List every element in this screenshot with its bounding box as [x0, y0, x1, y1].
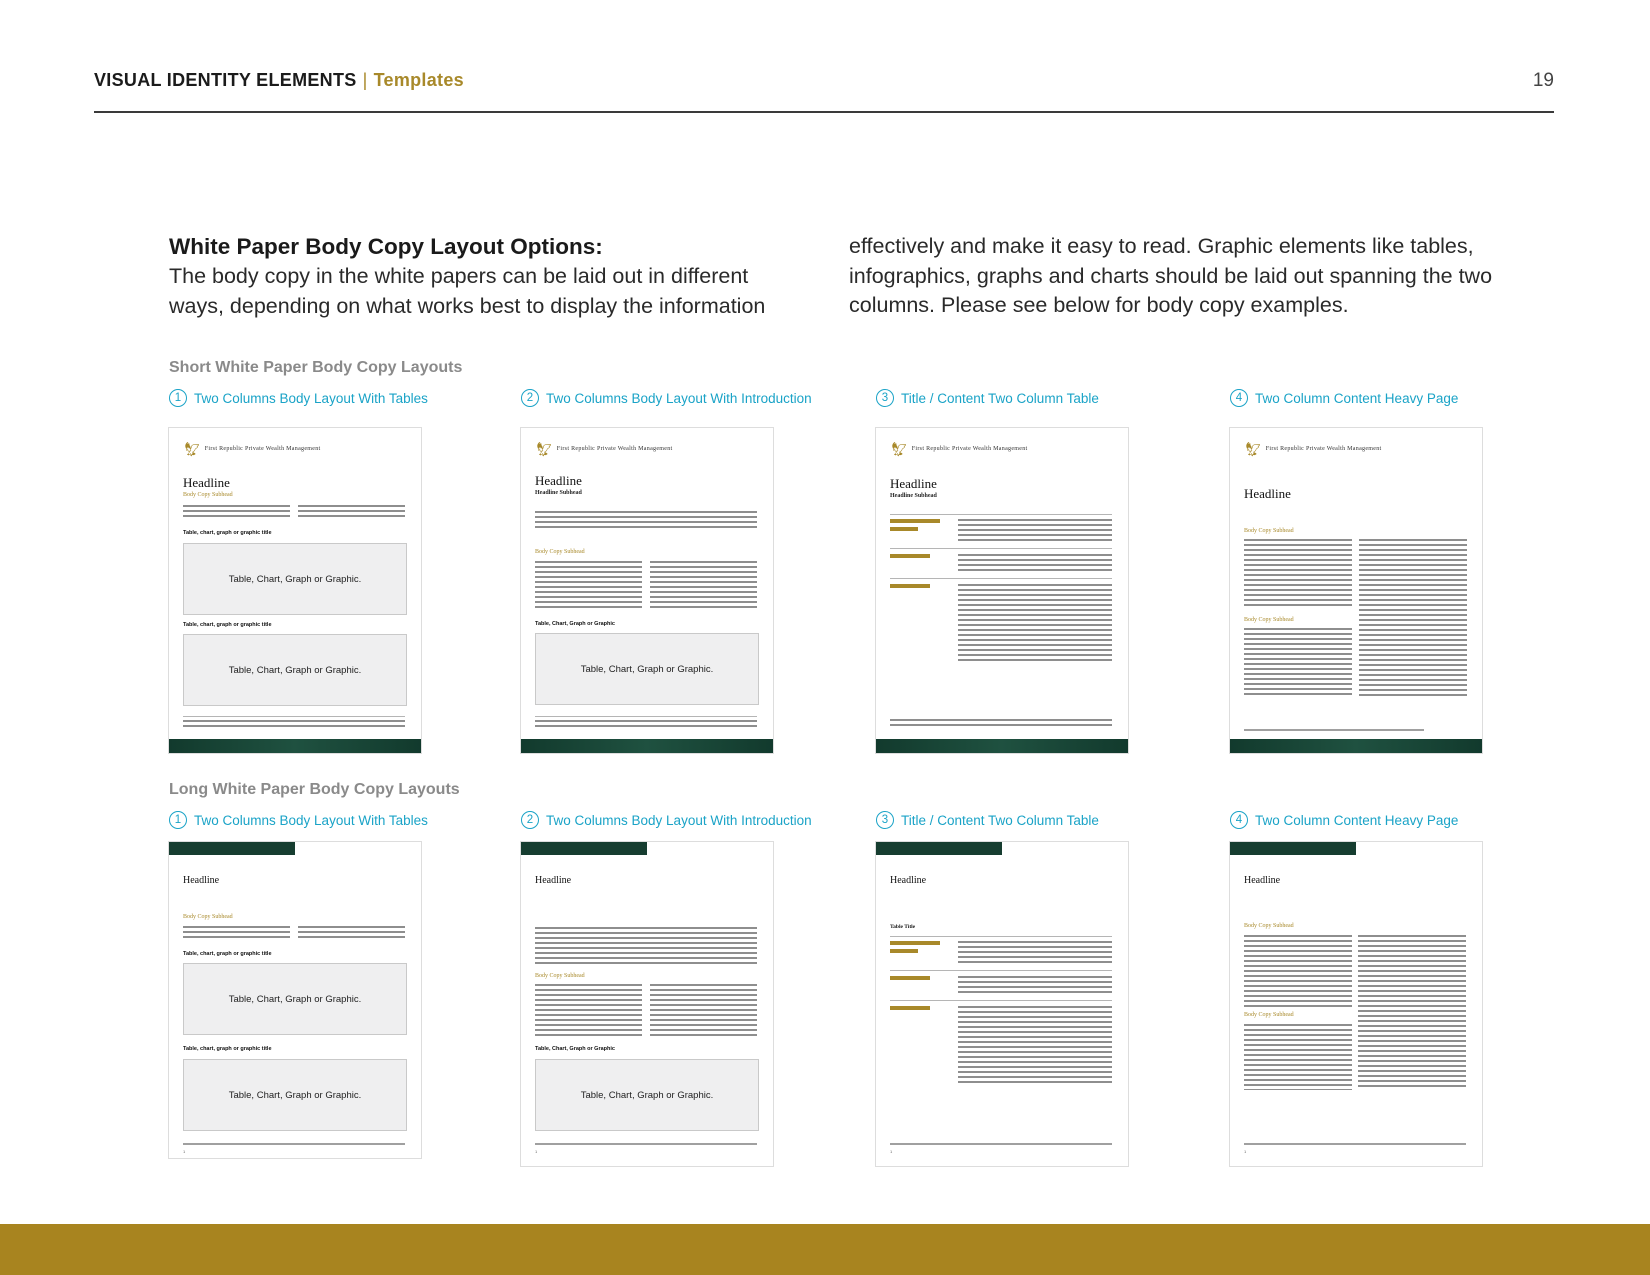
text-lines [535, 984, 642, 1036]
thumb-subhead: Headline Subhead [535, 490, 582, 496]
firm-name: First Republic Private Wealth Management [911, 446, 1028, 452]
number-badge: 1 [169, 389, 187, 407]
divider [890, 970, 1112, 971]
subsection-title: Templates [373, 70, 464, 90]
short-label-4 [1230, 389, 1458, 407]
table-title: Table, Chart, Graph or Graphic [535, 1046, 615, 1052]
layout-label: Two Columns Body Layout With Tables [194, 390, 428, 406]
eagle-icon: 🦅︎ [1244, 441, 1262, 457]
divider [890, 1000, 1112, 1001]
firm-logo [1244, 442, 1382, 456]
thumb-headline: Headline [535, 473, 582, 488]
section-title: VISUAL IDENTITY ELEMENTS [94, 70, 357, 90]
layout-label: Title / Content Two Column Table [901, 390, 1099, 406]
thumb-subhead: Body Copy Subhead [535, 973, 585, 979]
thumb-page-number: 1 [1244, 1149, 1247, 1154]
long-label-2 [521, 811, 812, 829]
intro-title: White Paper Body Copy Layout Options: [169, 234, 603, 259]
green-footer-band [1230, 739, 1482, 753]
table-title: Table Title [890, 924, 916, 930]
thumb-headline: Headline [183, 875, 220, 886]
text-lines [1359, 539, 1467, 699]
table-title: Table, chart, graph or graphic title [183, 951, 272, 957]
intro-lines [535, 927, 757, 965]
short-thumbnail-2 [521, 428, 773, 753]
page-number: 19 [1532, 70, 1554, 91]
thumb-headline: Headline [890, 476, 937, 491]
text-lines [958, 519, 1112, 544]
graphic-placeholder: Table, Chart, Graph or Graphic. [183, 634, 407, 706]
short-label-1 [169, 389, 428, 407]
gold-label-bar [890, 941, 940, 945]
divider [890, 514, 1112, 515]
short-thumbnail-4 [1230, 428, 1482, 753]
text-lines [298, 926, 405, 941]
thumb-page-number: 1 [890, 1149, 893, 1154]
table-title: Table, chart, graph or graphic title [183, 622, 272, 628]
graphic-placeholder: Table, Chart, Graph or Graphic. [535, 1059, 759, 1131]
intro-right-text: effectively and make it easy to read. Graphic elements like tables, infographics, graphs and charts should be laid out spanning the two columns. Please see below for body copy examples. [849, 234, 1493, 317]
short-thumbnail-3 [876, 428, 1128, 753]
layout-label: Two Column Content Heavy Page [1255, 812, 1459, 828]
long-thumbnail-4 [1230, 842, 1482, 1166]
long-thumbnail-1 [169, 842, 421, 1158]
layout-label: Two Columns Body Layout With Tables [194, 812, 428, 828]
graphic-placeholder: Table, Chart, Graph or Graphic. [183, 543, 407, 615]
long-thumbnail-3 [876, 842, 1128, 1166]
table-title: Table, Chart, Graph or Graphic [535, 621, 615, 627]
thumb-headline: Headline [1244, 875, 1281, 886]
firm-logo [535, 442, 673, 456]
thumb-subhead: Body Copy Subhead [183, 492, 233, 498]
layout-label: Title / Content Two Column Table [901, 812, 1099, 828]
text-lines [1244, 935, 1352, 1010]
text-lines [958, 941, 1112, 966]
graphic-placeholder: Table, Chart, Graph or Graphic. [535, 633, 759, 705]
firm-name: First Republic Private Wealth Management [1265, 446, 1382, 452]
text-lines [1244, 1024, 1352, 1090]
text-lines [890, 719, 1112, 728]
graphic-placeholder: Table, Chart, Graph or Graphic. [183, 963, 407, 1035]
firm-logo [183, 442, 321, 456]
header-separator: | [362, 70, 368, 90]
number-badge: 3 [876, 811, 894, 829]
text-lines [183, 926, 290, 941]
text-lines [535, 561, 642, 611]
text-lines [650, 984, 757, 1036]
long-group-title: Long White Paper Body Copy Layouts [169, 781, 460, 798]
text-lines [1244, 628, 1352, 698]
intro-left-text: The body copy in the white papers can be laid out in different ways, depending on what works best to display the information [169, 264, 766, 318]
gold-label-bar [890, 1006, 930, 1010]
number-badge: 4 [1230, 811, 1248, 829]
thumb-subhead: Headline Subhead [890, 493, 937, 499]
eagle-icon: 🦅︎ [890, 441, 908, 457]
gold-footer-bar [0, 1224, 1650, 1275]
thumb-subhead: Body Copy Subhead [1244, 1012, 1294, 1018]
green-top-band [521, 842, 647, 855]
text-lines [1244, 539, 1352, 609]
thumb-subhead: Body Copy Subhead [1244, 617, 1294, 623]
short-thumbnail-1 [169, 428, 421, 753]
header-divider [94, 111, 1554, 113]
thumb-subhead: Body Copy Subhead [183, 914, 233, 920]
divider [1244, 1143, 1466, 1145]
divider [183, 716, 405, 717]
divider [890, 548, 1112, 549]
layout-label: Two Columns Body Layout With Introduction [546, 390, 812, 406]
green-top-band [876, 842, 1002, 855]
green-footer-band [876, 739, 1128, 753]
divider [890, 578, 1112, 579]
number-badge: 1 [169, 811, 187, 829]
divider [183, 1143, 405, 1145]
firm-name: First Republic Private Wealth Management [556, 446, 673, 452]
text-lines [1358, 935, 1466, 1090]
divider [890, 936, 1112, 937]
gold-label-bar [890, 584, 930, 588]
short-group-title: Short White Paper Body Copy Layouts [169, 359, 463, 376]
layout-label: Two Column Content Heavy Page [1255, 390, 1459, 406]
layout-label: Two Columns Body Layout With Introduction [546, 812, 812, 828]
thumb-subhead: Body Copy Subhead [1244, 923, 1294, 929]
divider [890, 1143, 1112, 1145]
thumb-subhead: Body Copy Subhead [535, 549, 585, 555]
thumb-page-number: 1 [183, 1149, 186, 1154]
graphic-placeholder: Table, Chart, Graph or Graphic. [183, 1059, 407, 1131]
text-lines [958, 584, 1112, 664]
long-label-1 [169, 811, 428, 829]
green-footer-band [169, 739, 421, 753]
text-lines [183, 505, 290, 520]
text-lines [958, 976, 1112, 996]
table-title: Table, chart, graph or graphic title [183, 1046, 272, 1052]
firm-name: First Republic Private Wealth Management [204, 446, 321, 452]
long-label-3 [876, 811, 1099, 829]
green-top-band [1230, 842, 1356, 855]
thumb-page-number: 1 [535, 1149, 538, 1154]
divider [535, 1143, 757, 1145]
section-header [94, 70, 464, 91]
gold-label-bar [890, 527, 918, 531]
gold-label-bar [890, 949, 918, 953]
green-top-band [169, 842, 295, 855]
eagle-icon: 🦅︎ [183, 441, 201, 457]
number-badge: 2 [521, 389, 539, 407]
number-badge: 2 [521, 811, 539, 829]
divider [535, 716, 757, 717]
green-footer-band [521, 739, 773, 753]
gold-label-bar [890, 976, 930, 980]
eagle-icon: 🦅︎ [535, 441, 553, 457]
gold-label-bar [890, 554, 930, 558]
number-badge: 4 [1230, 389, 1248, 407]
long-thumbnail-2 [521, 842, 773, 1166]
text-lines [298, 505, 405, 520]
text-lines [958, 1006, 1112, 1086]
table-title: Table, chart, graph or graphic title [183, 530, 272, 536]
gold-label-bar [890, 519, 940, 523]
number-badge: 3 [876, 389, 894, 407]
thumb-headline: Headline [183, 475, 230, 490]
intro-lines [535, 511, 757, 531]
thumb-headline: Headline [890, 875, 927, 886]
thumb-headline: Headline [535, 875, 572, 886]
thumb-headline: Headline [1244, 486, 1291, 501]
text-lines [535, 720, 757, 728]
thumb-subhead: Body Copy Subhead [1244, 528, 1294, 534]
text-lines [650, 561, 757, 611]
divider [1244, 729, 1424, 731]
short-label-2 [521, 389, 812, 407]
intro-left-column [169, 232, 809, 321]
text-lines [958, 554, 1112, 574]
firm-logo [890, 442, 1028, 456]
long-label-4 [1230, 811, 1458, 829]
text-lines [183, 720, 405, 728]
short-label-3 [876, 389, 1099, 407]
